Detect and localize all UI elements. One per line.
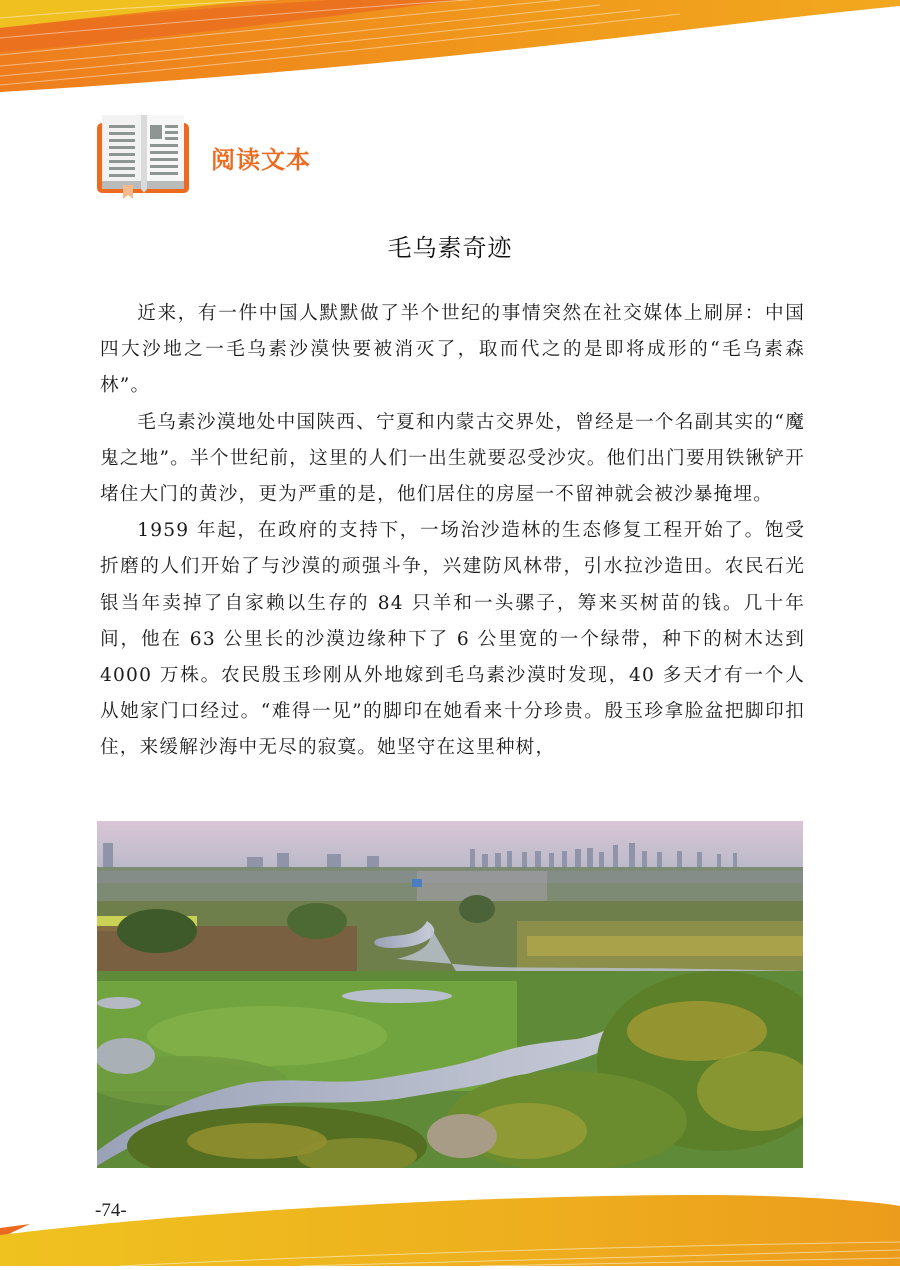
section-title: 阅读文本 bbox=[211, 145, 311, 174]
paragraph: 1959 年起，在政府的支持下，一场治沙造林的生态修复工程开始了。饱受折磨的人们开始了与沙漠的顽强斗争，兴建防风林带，引水拉沙造田。农民石光银当年卖掉了自家赖以生存的 84 只羊和一头骡子，筹来买树苗的钱。几十年间，他在 63 公里长的沙漠边缘种下了 6 公里宽的一个绿带，种下的树木达到 4000 万株。农民殷玉珍刚从外地嫁到毛乌素沙漠时发现，40 多天才有一个人从她家门口经过。“难得一见”的脚印在她看来十分珍贵。殷玉珍拿脸盆把脚印扣住，来缓解沙海中无尽的寂寞。她坚守在这里种树， bbox=[100, 520, 805, 759]
open-book-icon bbox=[97, 111, 189, 199]
top-decorative-band bbox=[0, 0, 900, 100]
article-title: 毛乌素奇迹 bbox=[387, 234, 513, 262]
paragraph: 毛乌素沙漠地处中国陕西、宁夏和内蒙古交界处，曾经是一个名副其实的“魔鬼之地”。半个世纪前，这里的人们一出生就要忍受沙灾。他们出门要用铁锹铲开堵住大门的黄沙，更为严重的是，他们居住的房屋一不留神就会被沙暴掩埋。 bbox=[100, 411, 805, 506]
paragraph: 近来，有一件中国人默默做了半个世纪的事情突然在社交媒体上刷屏：中国四大沙地之一毛乌素沙漠快要被消灭了，取而代之的是即将成形的“毛乌素森林”。 bbox=[100, 303, 805, 397]
page-number: -74- bbox=[95, 1200, 127, 1221]
article-body bbox=[100, 296, 805, 767]
landscape-photo bbox=[97, 821, 803, 1168]
section-header bbox=[97, 110, 311, 200]
bottom-decorative-band bbox=[0, 1190, 900, 1266]
